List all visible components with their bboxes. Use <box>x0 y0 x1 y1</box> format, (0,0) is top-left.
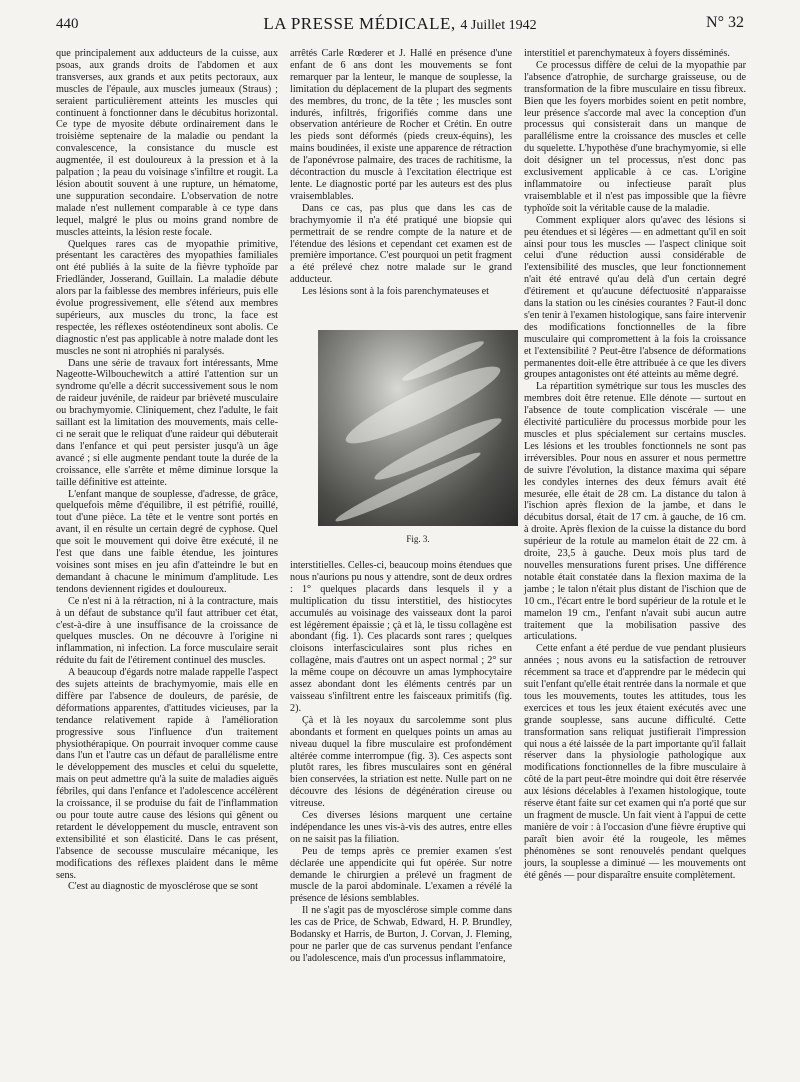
paragraph: Comment expliquer alors qu'avec des lésions si peu étendues et si légères — en admettant qu'il en soit ainsi pour tous les muscles — l'aspect clinique soit celui d'une réduction aussi considérable de l'extensibilité des muscles, que leur fonctionnement n'ait été entravé qu'au delà d'un certain degré d'étirement et qu'aucune défectuosité n'apparaisse dans la station ou les cinésies courantes ? Faut-il donc s'en tenir à l'examen histologique, sans faire intervenir des modifications fonctionnelles de la fibre musculaire qui compromettent à la fois la croissance et l'extensibilité ? Peut-être l'absence de déformations permanentes doit-elle être attribuée à ce que les divers groupes antagonistes ont été atteints au même degré. <box>524 214 746 381</box>
paragraph: Ces diverses lésions marquent une certaine indépendance les unes vis-à-vis des autres, entre elles on ne saisit pas la filiation. <box>290 810 512 845</box>
paragraph: Il ne s'agit pas de myosclérose simple comme dans les cas de Price, de Schwab, Edward, H. P. Brundley, Bodansky et Harris, de Burton, J. Corvan, J. Fleming, pour ne parler que de cas survenus pendant l'enfance ou l'adolescence, mais d'un processus inflammatoire, <box>290 905 512 964</box>
paragraph: La répartition symétrique sur tous les muscles des membres doit être retenue. Elle dénote — surtout en l'absence de toute complication viscérale — une électivité particulière du processus morbide pour les muscles et plus spécialement sur certains muscles. Les lésions et les troubles fonctionnels ne sont pas irréversibles. Pour nous en assurer et nous permettre de suivre l'évolution, la distance maxima qui sépare les condyles internes des deux fémurs avait été mesurée, elle était de 28 cm. La distance du talon à l'ischion après flexion de la jambe, et dans le décubitus dorsal, était de 17 cm. à gauche, de 16 cm. à droite. Après flexion de la cuisse la distance du bord supérieur de la rotule au mamelon était de 22 cm. à droite, 23,5 à gauche. Deux mois plus tard de nouvelles mensurations furent prises. Une différence notable était constatée dans la flexion maxima de la jambe ; le talon n'était plus distant de l'ischion que de 10 cm., l'écart entre le bord supérieur de la rotule et le mamelon 19 cm., l'enfant n'avait subi aucun autre traitement que la mobilisation passive des articulations. <box>524 381 746 643</box>
column-1 <box>56 48 278 893</box>
figure-caption: Fig. 3. <box>406 534 430 544</box>
paragraph: Çà et là les noyaux du sarcolemme sont plus abondants et forment en quelques points un amas au niveau duquel la fibre musculaire est profondément altérée comme interrompue (fig. 3). Ces aspects sont plutôt rares, les fibres musculaires sont en général bien conservées, la striation est nette. Nulle part on ne découvre des lésions de dégénération cireuse ou vitreuse. <box>290 714 512 810</box>
paragraph: Cette enfant a été perdue de vue pendant plusieurs années ; nous avons eu la satisfaction de retrouver récemment sa trace et d'apprendre par le médecin qui suit l'enfant qu'elle était rentrée dans la normale et que tous les mouvements, toutes les attitudes, tous les exercices et tous les jeux étaient exécutés avec une grande souplesse, sans aucune difficulté. Cette transformation sans reliquat justifierait l'impression qui nous a été laissée de la part importante qu'il fallait réserver dans la physiologie pathologique aux modifications fonctionnelles de la fibre musculaire à côté de la part peut-être moindre qui doit être réservée aux lésions décelables à l'examen histologique, toute réserve étant faite sur cet examen qui n'a porté que sur un fragment de muscle. Un fait vient à l'appui de cette manière de voir : à l'occasion d'une fièvre éruptive qui paraît bien avoir été la rougeole, les mêmes phénomènes se sont renouvelés pendant quelques jours, la souplesse a diminué — les mouvements ont été gênés — pour disparaître ensuite complètement. <box>524 643 746 881</box>
paragraph: interstitielles. Celles-ci, beaucoup moins étendues que nous n'aurions pu nous y attendre, sont de deux ordres : 1° quelques placards dans lesquels il y a multiplication du tissu interstitiel, des histiocytes accumulés au voisinage des vaisseaux dont la paroi est légèrement épaissie ; çà et là, le tissu collagène est abondant (fig. 1). Ces placards sont rares ; quelques cloisons interfasciculaires sont plus riches en collagène, mais d'autres ont un aspect normal ; 2° sur la même coupe on découvre un amas lymphocytaire assez abondant dont les éléments centrés par un vaisseau s'infiltrent entre les faisceaux primitifs (fig. 2). <box>290 560 512 714</box>
paragraph: que principalement aux adducteurs de la cuisse, aux psoas, aux grands droits de l'abdomen et aux transverses, aux grands et aux petits pectoraux, aux muscles de l'épaule, aux muscles jumeaux (Straus) ; seraient particulièrement atteints les muscles qui continuent à fonctionner dans le décubitus horizontal. Ce type de myosite débute ordinairement dans le troisième septenaire de la maladie ou pendant la convalescence, la consistance du muscle est augmentée, il est douloureux à la pression et à la palpation ; la peau du voisinage s'infiltre et rougit. La lésion aboutit souvent à une rupture, un hématome, une suppuration secondaire. L'observation de notre malade n'est nullement comparable à ce type dans lequel, malgré le plus ou moins grand nombre de muscles atteints, la lésion reste focale. <box>56 48 278 238</box>
paragraph: Quelques rares cas de myopathie primitive, présentant les caractères des myopathies familiales ont été publiés à la suite de la fièvre typhoïde par Friedländer, Josserand, Guillain. La maladie débute alors par la faiblesse des membres inférieurs, puis elle évolue progressivement, elle s'étend aux membres supérieurs, aux muscles du tronc, la face est respectée, les réflexes ostéotendineux sont abolis. Ce diagnostic n'est pas applicable à notre malade dont les muscles ne sont ni atrophiés ni paralysés. <box>56 238 278 357</box>
page-header <box>56 14 744 38</box>
page-number: 440 <box>56 16 79 32</box>
paragraph: arrêtés Carle Rœderer et J. Hallé en présence d'une enfant de 6 ans dont les mouvements se font remarquer par la lenteur, le manque de souplesse, la limitation du déplacement de la plupart des segments des membres, du tronc, de la tête ; les muscles sont indurés, infiltrés, frigorifiés comme dans une observation antérieure de Rocher et Crétin. En outre les pieds sont déformés (pieds creux-équins), les mains boudinées, il existe une apparence de rétraction de l'aponévrose palmaire, des traces de rachitisme, la décontraction du muscle à l'excitation électrique est lente. Le diagnostic porté par les auteurs est des plus vraisemblables. <box>290 48 512 202</box>
issue-date: 4 Juillet 1942 <box>460 18 537 33</box>
paragraph: Dans ce cas, pas plus que dans les cas de brachymyomie il n'a été pratiqué une biopsie qui permettrait de se rendre compte de la nature et de l'étendue des lésions et cependant cet examen est de première importance. C'est pourquoi un petit fragment a été prélevé chez notre malade sur le grand adducteur. <box>290 202 512 286</box>
paragraph: Dans une série de travaux fort intéressants, Mme Nageotte-Wilbouchewitch a attiré l'attention sur un syndrome qu'elle a décrit successivement sous le nom de raideur juvénile, de raideur par brièveté musculaire ou brachymyomie. Cliniquement, chez l'adulte, le fait saillant est la limitation des mouvements, mais celle-ci ne serait que le reliquat d'une raideur qui débuterait dans l'enfance et qui peut persister jusqu'à un âge avancé ; si elle augmente pendant toute la durée de la croissance, elle s'arrête et même diminue lorsque la taille définitive est atteinte. <box>56 357 278 488</box>
paragraph: Ce processus diffère de celui de la myopathie par l'absence d'atrophie, de surcharge graisseuse, ou de transformation de la fibre musculaire en tissu fibreux. Bien que les foyers morbides soient en petit nombre, leur présence s'accorde mal avec la conception d'un processus qui consisterait dans un manque de parallélisme entre la croissance des muscles et celle du squelette. L'hypothèse d'une brachymyomie, si elle doit désigner un tel processus, n'est donc pas exclusivement applicable à ce cas. L'origine inflammatoire ou infectieuse paraît plus vraisemblable et il n'est pas impossible que la fièvre typhoïde soit la véritable cause de la maladie. <box>524 59 746 214</box>
paragraph: A beaucoup d'égards notre malade rappelle l'aspect des sujets atteints de brachymyomie, mais elle en diffère par l'absence de douleurs, de parésie, de déformations apparentes, d'attitudes vicieuses, par la tendance relativement rapide à l'amélioration progressive sous l'influence d'un traitement physiothérapique. On pourrait invoquer comme cause dans l'un et l'autre cas un défaut de parallélisme entre le développement des muscles et celui du squelette, mais on peut admettre qu'à la suite de maladies aiguës fébriles, qui dans l'enfance et l'adolescence accélèrent la croissance, il se produise du fait de l'inflammation ou pour toute autre cause des lésions qui gênent ou retardent le développement du muscle, entravent son extensibilité et son élasticité. Dans le cas présent, l'absence de secousse musculaire mécanique, les modifications des réflexes plaident dans le même sens. <box>56 667 278 881</box>
column-2-top <box>290 48 512 298</box>
paragraph: Les lésions sont à la fois parenchymateuses et <box>302 286 490 298</box>
journal-name: LA PRESSE MÉDICALE, <box>263 14 456 33</box>
paragraph: L'enfant manque de souplesse, d'adresse, de grâce, quelquefois même d'équilibre, il est pétrifié, rouillé, tout d'une pièce. La tête et le ventre sont portés en avant, il en résulte un certain degré de cyphose. Quel que soit le mouvement qui doive être exécuté, il ne l'est que dans une faible étendue, les jointures voisines sont mises en jeu afin d'atteindre le but en demandant à chacune le minimum d'amplitude. Les tendons deviennent rigides et douloureux. <box>56 488 278 595</box>
issue-number: N° 32 <box>706 14 744 31</box>
paragraph: interstitiel et parenchymateux à foyers disséminés. <box>524 48 730 59</box>
paragraph: C'est au diagnostic de myosclérose que se sont <box>68 881 258 893</box>
column-3 <box>524 48 746 881</box>
column-2-bottom <box>290 560 512 965</box>
micrograph-figure <box>318 330 518 526</box>
paragraph: Peu de temps après ce premier examen s'est déclarée une appendicite qui fut opérée. Sur notre demande le chirurgien a prélevé un fragment de muscle de la paroi abdominale. L'examen a révélé la présence de lésions semblables. <box>290 845 512 905</box>
journal-title <box>56 14 744 34</box>
paragraph: Ce n'est ni à la rétraction, ni à la contracture, mais à un défaut de substance qu'il faut attribuer cet état, c'est-à-dire à une insuffisance de la croissance de quelques muscles. On ne découvre à l'origine ni inflammation, ni infection. La force musculaire serait réduite du fait de l'étirement continuel des muscles. <box>56 595 278 667</box>
